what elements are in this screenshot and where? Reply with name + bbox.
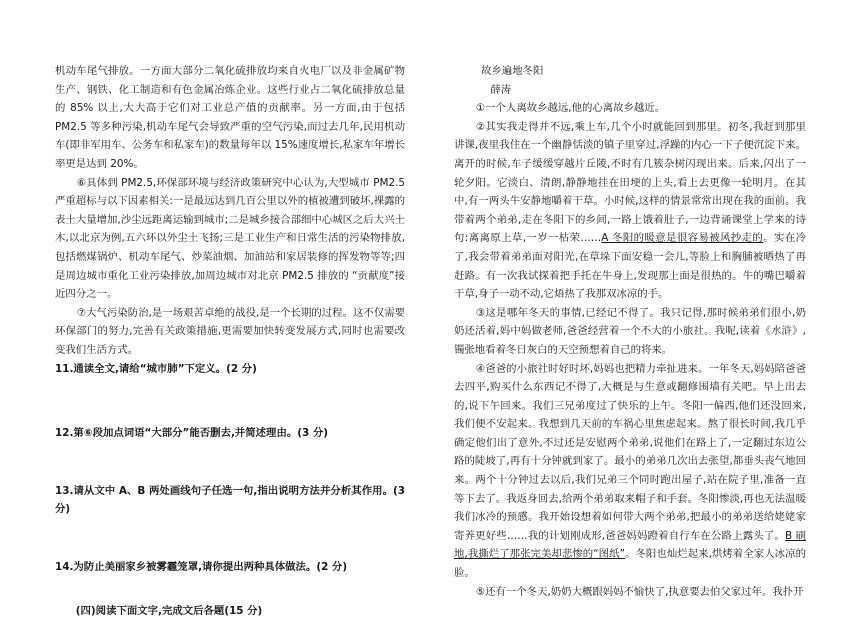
answer-space-13 <box>55 519 405 558</box>
paragraph-4-part-a: ④爸爸的小旅社时好时坏,妈妈也把精力牵扯进来。一年冬天,妈妈陪爸爸去四平,购买什么东西记不得了,大概是与生意或翻修围墙有关吧。早上出去的,说下午回来。我们三兄弟度过了快乐的上午。冬阳一偏西,他们还没回来,我们便不安起来。我想到几天前的车祸心里焦虑起来。熬了很长时间,我几乎确定他们出了意外,不过还是安慰两个弟弟,说他们在路上了,一定翻过东边公路的陡坡了,再有十分钟就到家了。最小的弟弟几次出去张望,都垂头丧气地回来。两个十分钟过去以后,我们兄弟三个同时跑出屋子,站在院子里,准备一直等下去了。我返身回去,给两个弟弟取来帽子和手套。冬阳惨淡,再也无法温暖我们冰冷的预感。我开始设想着如何带大两个弟弟,把最小的弟弟送给姥姥家寄养更好些……我的计划刚成形,爸爸妈妈蹬着自行车在公路上露头了。 <box>454 362 806 542</box>
paragraph-1: ①一个人离故乡越远,他的心离故乡越近。 <box>475 102 666 115</box>
paragraph-2-part-a: ②其实我走得并不远,乘上车,几个小时就能回到那里。初冬,我赶到那里讲课,夜里我住在一个幽静恬淡的镇子里穿过,浮躁的内心一下子便沉淀下来。离开的时候,车子缓缓穿越片丘陵,不时有几簇杂树闪现出来。后来,闪出了一轮夕阳。它淡白、清朗,静静地挂在田埂的上头,看上去更像一轮明月。在其中,有一两头牛安静地嚼着干草。小时候,这样的情景常常出现在我的面前。我带着两个弟弟,走在冬阳下的乡间,一路上饿着肚子,一边背诵课堂上学来的诗句:离离原上草,一岁一枯荣…… <box>454 120 806 245</box>
section-4-heading: (四)阅读下面文字,完成文后各题(15 分) <box>75 605 263 618</box>
underlined-sentence-b: B 刷地,我撕烂了那张完美却悲惨的“图纸” <box>454 529 806 561</box>
underlined-sentence-a: A 冬阳的暖意是很容易被风抄走的 <box>601 232 764 245</box>
article-title: 故乡遍地冬阳 <box>481 65 544 77</box>
paragraph-5: ⑤还有一个冬天,奶奶大概跟妈妈不愉快了,执意要去伯父家过年。我扑开 <box>475 585 804 598</box>
answer-space-11 <box>55 378 405 424</box>
question-12: 12.第⑥段加点词语“大部分”能否删去,并简述理由。(3 分) <box>55 427 328 440</box>
paragraph-3: ③这是哪年冬天的事情,已经记不得了。我只记得,那时候弟弟们很小,奶奶还活着,妈中妈做老师,爸爸经营着一个不大的小旅社。我呢,读着《水浒》,镯张地看着冬日灰白的天空预想着自己的将来。 <box>454 306 806 356</box>
right-column <box>454 62 806 601</box>
paragraph-7: ⑦大气污染防治,是一场艰苦卓绝的战役,是一个长期的过程。这不仅需要环保部门的努力,完善有关政策措施,更需要加快转变发展方式,同时也需要改变我们生活方式。 <box>55 306 405 356</box>
left-column <box>55 62 405 621</box>
question-13: 13.请从文中 A、B 两处画线句子任选一句,指出说明方法并分析其作用。(3 分) <box>55 484 405 516</box>
article-author: 薛涛 <box>490 83 512 96</box>
paragraph-2 <box>454 118 806 304</box>
paragraph-intro: 机动车尾气排放。一方面大部分二氧化硫排放均来自火电厂以及非金属矿物生产、钢铁、化工制造和有色金属冶炼企业。这些行业占二氧化硫排放总量的 85% 以上,大大高于它们对工业总产值的贡献率。另一方面,由于包括 PM2.5 等多种污染,机动车尾气会导致严重的空气污染,而过去几年,民用机动车(即非军用车、公务车和私家车)的数量每年以 15%速度增长,私家车年增长率更是达到 20%。 <box>55 65 405 170</box>
question-14: 14.为防止美丽家乡被雾霾笼罩,请你提出两种具体做法。(2 分) <box>55 560 348 573</box>
paragraph-6: ⑥具体到 PM2.5,环保部环境与经济政策研究中心认为,大型城市 PM2.5 严重超标与以下因素相关:一是最远达到几百公里以外的植被遭到破坏,裸露的表土大量增加,沙尘远距离运输到城市;二是城乡接合部细中心城区之后大兴土木,以北京为例,五六环以外尘土飞扬;三是工业生产和日常生活的污染物排放,包括燃煤锅炉、机动车尾气、炒菜油烟、加油站和家居装修的挥发物等等;四是周边城市重化工业污染排放,加周边城市对北京 PM2.5 排放的 “贡献度”接近四分之一。 <box>55 176 405 301</box>
question-11: 11.通读全文,请给“城市肺”下定义。(2 分) <box>55 362 257 375</box>
paragraph-4-part-b: 。冬阳也灿烂起来,烘烤着全家人冰凉的脸。 <box>454 548 806 580</box>
answer-space-12 <box>55 443 405 482</box>
paragraph-4 <box>454 360 806 583</box>
paragraph-2-part-b: 。实在冷了,我会带着弟弟面对阳光,在草垛下面安稳一会儿,等脸上和胸脯被晒热了再赶路。有一次我试探着把手托在牛身上,发现那上面是很热的。牛的嘴巴嚼着干草,身子一动不动,它焐热了我那双冰凉的手。 <box>454 232 807 301</box>
